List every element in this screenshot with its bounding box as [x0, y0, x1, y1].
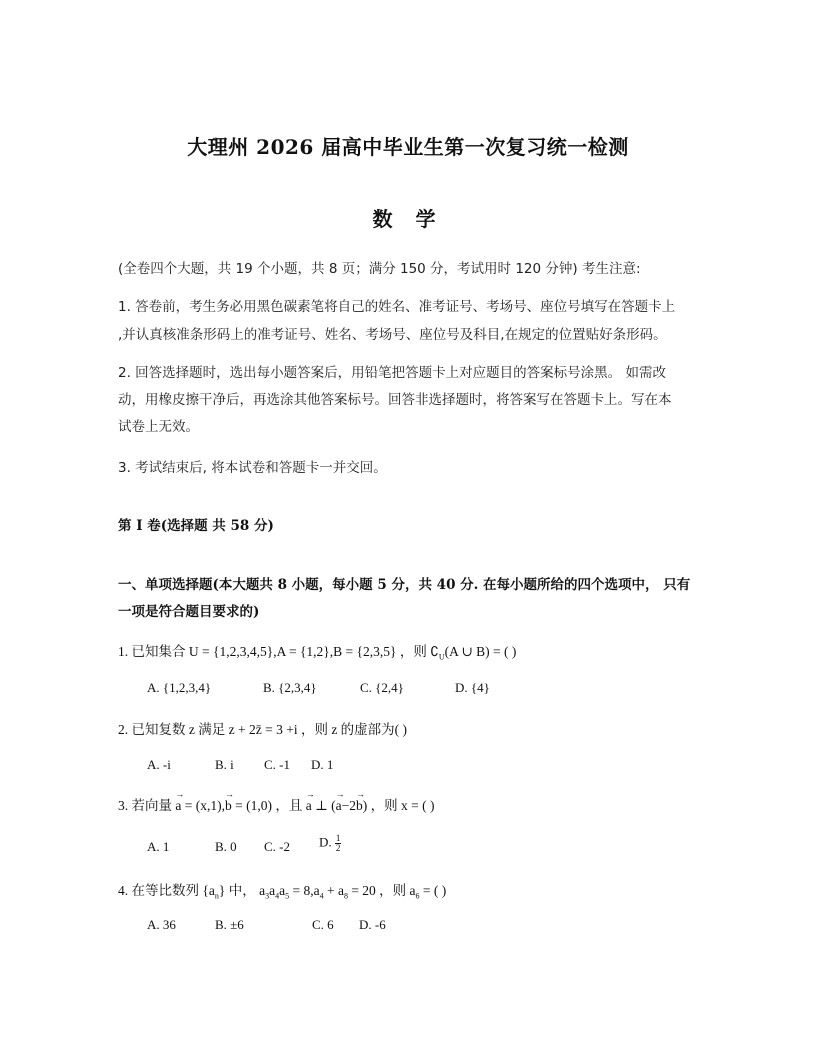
exam-intro: (全卷四个大题，共 19 个小题，共 8 页；满分 150 分，考试用时 120 分钟) 考生注意:	[118, 261, 641, 277]
question-4-option-c: C. 6	[312, 917, 334, 932]
question-2-option-a: A. -i	[147, 757, 171, 772]
question-2-option-d: D. 1	[311, 757, 334, 772]
exam-title: 大理州 2026 届高中毕业生第一次复习统一检测	[187, 135, 629, 159]
notice-item-2-line-2: 动，用橡皮擦干净后，再选涂其他答案标号。回答非选择题时，将答案写在答题卡上。写在本	[118, 392, 672, 408]
question-4-option-d: D. -6	[359, 917, 386, 932]
question-1-stem: 1. 已知集合 U = {1,2,3,4,5},A = {1,2},B = {2,3,5} ，则 $∁_U(A$ ∪ B) = ( )	[118, 644, 517, 662]
section-heading-line-1: 一、单项选择题(本大题共 8 小题，每小题 5 分，共 40 分. 在每小题所给的四个选项中， 只有	[118, 577, 691, 593]
question-3-option-c: C. -2	[264, 839, 290, 854]
question-4-option-a: A. 36	[147, 917, 176, 932]
question-1-option-d: D. {4}	[455, 680, 490, 695]
question-1-option-c: C. {2,4}	[360, 680, 404, 695]
question-1-option-b: B. {2,3,4}	[263, 680, 317, 695]
question-3-stem: 3. 若向量 → a = (x,1),→ b = (1,0) ，且 → a ⊥ (→ a−2→ b) ，则 x = ( )	[118, 794, 435, 814]
subject-title: 数 学	[372, 207, 444, 231]
question-2-option-b: B. i	[215, 757, 234, 772]
notice-item-3: 3. 考试结束后, 将本试卷和答题卡一并交回。	[118, 460, 387, 476]
section-heading-line-2: 一项是符合题目要求的)	[118, 604, 260, 620]
question-4-stem: 4. 在等比数列 $\{a_n\}$ 中， $a_3a_4a_5 = 8,a_4 + a_8 = 20$ ，则 $a_6$ = ( )	[118, 883, 447, 901]
notice-item-2-line-1: 2. 回答选择题时，选出每小题答案后，用铅笔把答题卡上对应题目的答案标号涂黑。 如需改	[118, 365, 666, 381]
question-3-option-a: A. 1	[147, 839, 170, 854]
notice-item-2-line-3: 试卷上无效。	[118, 419, 199, 435]
question-1-option-a: A. {1,2,3,4}	[147, 680, 212, 695]
question-4-option-b: B. ±6	[215, 917, 244, 932]
notice-item-1-line-2: ,并认真核准条形码上的准考证号、姓名、考场号、座位号及科目,在规定的位置贴好条形码。	[118, 327, 667, 343]
fraction-one-half: $\frac{1}{2}$	[335, 833, 341, 853]
question-2-stem: 2. 已知复数 z 满足 z + 2z̄ = 3 +i ，则 z 的虚部为( )	[118, 722, 408, 737]
question-3-option-d: D. $\frac{1}{2}$	[319, 833, 341, 853]
question-2-option-c: C. -1	[264, 757, 290, 772]
notice-item-1-line-1: 1. 答卷前，考生务必用黑色碳素笔将自己的姓名、准考证号、考场号、座位号填写在答题卡上	[118, 299, 676, 315]
question-3-option-b: B. 0	[215, 839, 237, 854]
part-title: 第 I 卷(选择题 共 58 分)	[118, 518, 274, 534]
